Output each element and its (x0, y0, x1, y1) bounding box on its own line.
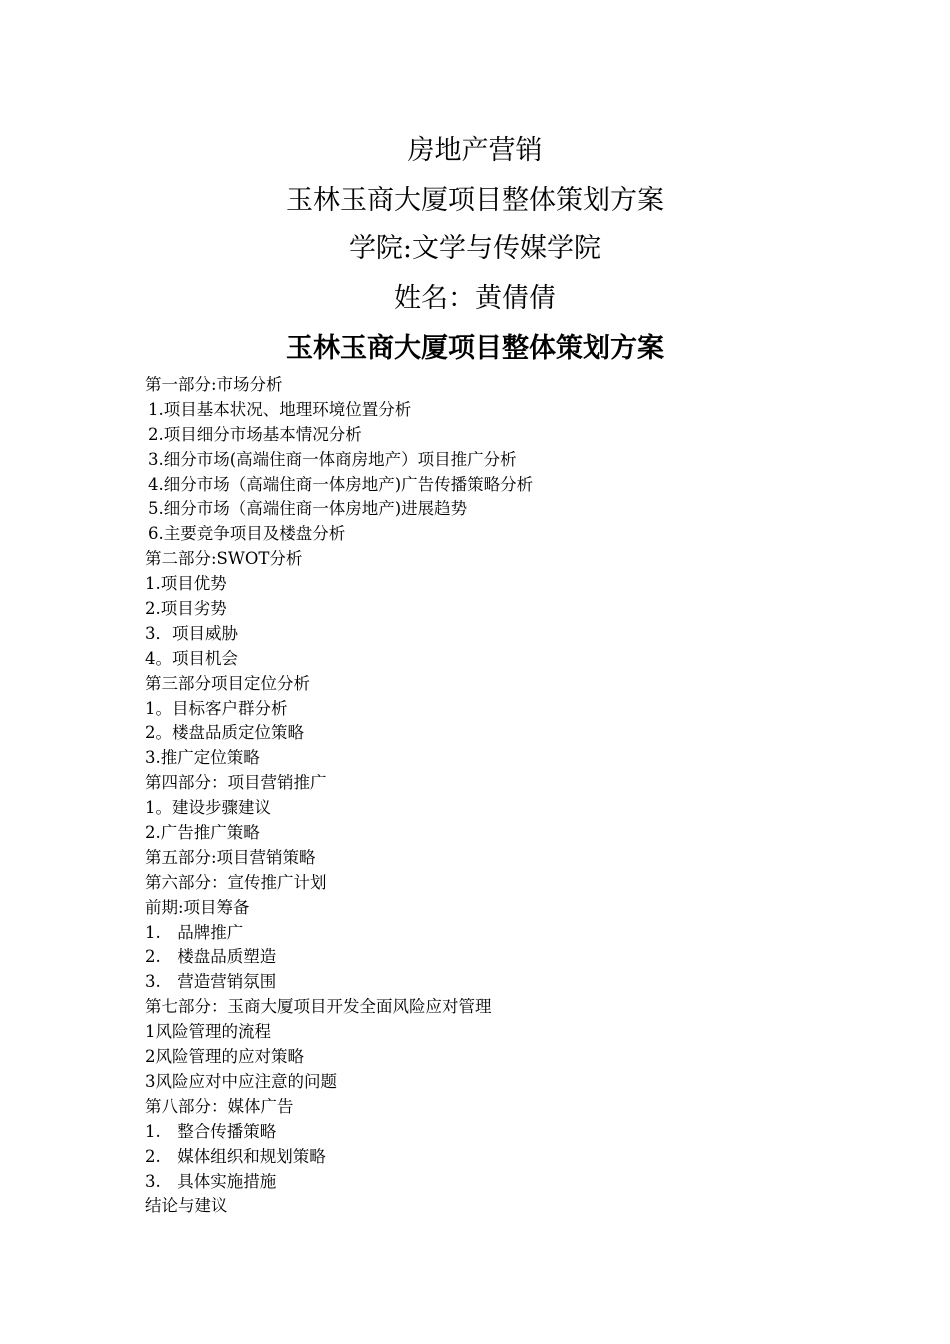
cover-author: 姓名：黄倩倩 (394, 283, 556, 314)
table-of-contents (145, 373, 845, 1219)
toc-item: 1。目标客户群分析 (145, 698, 288, 718)
toc-item: 5.细分市场（高端住商一体房地产)进展趋势 (148, 499, 468, 519)
toc-item: 第七部分：玉商大厦项目开发全面风险应对管理 (145, 997, 492, 1017)
toc-item: 结论与建议 (145, 1196, 228, 1216)
toc-item: 4.细分市场（高端住商一体房地产)广告传播策略分析 (148, 474, 534, 494)
toc-item: 2. 楼盘品质塑造 (145, 947, 277, 967)
toc-item: 3.推广定位策略 (145, 748, 260, 768)
toc-item: 1。建设步骤建议 (145, 798, 271, 818)
toc-item: 1.项目基本状况、地理环境位置分析 (148, 399, 412, 419)
toc-item: 1. 整合传播策略 (145, 1121, 277, 1141)
toc-item: 2. 媒体组织和规划策略 (145, 1146, 326, 1166)
cover-project-title: 玉林玉商大厦项目整体策划方案 (286, 185, 664, 216)
toc-item: 3.细分市场(高端住商一体商房地产）项目推广分析 (148, 449, 517, 469)
cover-college: 学院:文学与传媒学院 (348, 233, 602, 264)
toc-item: 1.项目优势 (145, 574, 227, 594)
toc-item: 第六部分：宣传推广计划 (145, 872, 327, 892)
toc-item: 4。项目机会 (145, 648, 238, 668)
cover-subject: 房地产营销 (407, 135, 543, 166)
document-title: 玉林玉商大厦项目整体策划方案 (286, 333, 664, 364)
toc-item: 3. 营造营销氛围 (145, 972, 277, 992)
toc-item: 第八部分：媒体广告 (145, 1096, 294, 1116)
toc-item: 2。楼盘品质定位策略 (145, 723, 304, 743)
toc-item: 2.广告推广策略 (145, 823, 260, 843)
toc-item: 6.主要竞争项目及楼盘分析 (148, 524, 346, 544)
toc-item: 2.项目细分市场基本情况分析 (148, 424, 362, 444)
toc-item: 3．项目威胁 (145, 623, 238, 643)
toc-item: 2风险管理的应对策略 (145, 1047, 304, 1067)
toc-item: 前期:项目筹备 (145, 897, 250, 917)
toc-item: 1风险管理的流程 (145, 1022, 271, 1042)
toc-item: 2.项目劣势 (145, 599, 227, 619)
toc-item: 第一部分:市场分析 (145, 375, 283, 394)
toc-item: 3风险应对中应注意的问题 (145, 1071, 337, 1091)
toc-item: 第三部分项目定位分析 (145, 673, 310, 693)
toc-item: 3. 具体实施措施 (145, 1171, 277, 1191)
toc-item: 第五部分:项目营销策略 (145, 847, 316, 867)
toc-item: 第二部分:SWOT分析 (145, 549, 303, 569)
toc-item: 第四部分：项目营销推广 (145, 773, 327, 793)
toc-item: 1. 品牌推广 (145, 922, 244, 942)
